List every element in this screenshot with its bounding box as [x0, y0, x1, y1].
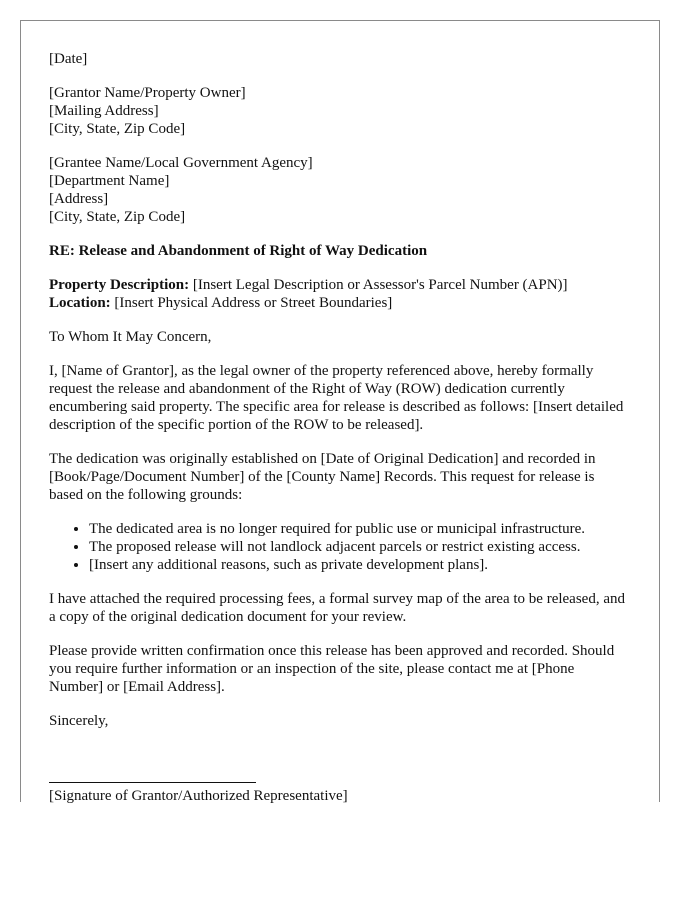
paragraph-dedication-history: The dedication was originally established on [Date of Original Dedication] and recorded in [Book/Page/Document Number] of the [County Name] Records. This request for release is based on the following grounds:	[49, 451, 596, 503]
signature-space	[49, 746, 631, 782]
property-description-value: [Insert Legal Description or Assessor's Parcel Number (APN)]	[189, 277, 568, 293]
grantee-city-state-zip: [City, State, Zip Code]	[49, 209, 186, 225]
list-item: • The dedicated area is no longer required for public use or municipal infrastructure.	[89, 520, 631, 538]
grounds-list	[49, 520, 631, 574]
paragraph-attachments: I have attached the required processing fees, a formal survey map of the area to be released, and a copy of the original dedication document for your review.	[49, 591, 625, 625]
grantee-department: [Department Name]	[49, 173, 170, 189]
salutation: To Whom It May Concern,	[49, 329, 212, 345]
location-value: [Insert Physical Address or Street Boundaries]	[110, 295, 393, 311]
property-description-label: Property Description:	[49, 277, 190, 293]
grantor-address-block	[49, 84, 631, 138]
property-info-block	[49, 276, 631, 312]
grantor-city-state-zip: [City, State, Zip Code]	[49, 121, 186, 137]
subject-line	[49, 242, 631, 260]
grantor-mailing-address: [Mailing Address]	[49, 103, 159, 119]
subject-text: RE: Release and Abandonment of Right of Way Dedication	[49, 243, 428, 259]
signature-line	[49, 782, 256, 783]
list-item: • [Insert any additional reasons, such as private development plans].	[89, 556, 631, 574]
grantee-address: [Address]	[49, 191, 109, 207]
list-item: • The proposed release will not landlock adjacent parcels or restrict existing access.	[89, 538, 631, 556]
letter-date	[49, 50, 631, 68]
property-description-line	[49, 276, 631, 294]
grantee-address-block	[49, 154, 631, 226]
date-text: [Date]	[49, 51, 88, 67]
grantee-name: [Grantee Name/Local Government Agency]	[49, 155, 313, 171]
location-line	[49, 294, 631, 312]
letter-page	[20, 20, 660, 802]
closing: Sincerely,	[49, 713, 109, 729]
paragraph-confirmation: Please provide written confirmation once this release has been approved and recorded. Should you require further information or an inspection of the site, please contact me at [Phone Number] or [Email Address].	[49, 643, 615, 695]
location-label: Location:	[49, 295, 111, 311]
paragraph-request: I, [Name of Grantor], as the legal owner of the property referenced above, hereby formally request the release and abandonment of the Right of Way (ROW) dedication currently encumbering said property. The specific area for release is described as follows: [Insert detailed description of the specific portion of the ROW to be released].	[49, 363, 624, 433]
grantor-name: [Grantor Name/Property Owner]	[49, 85, 246, 101]
signature-label: [Signature of Grantor/Authorized Representative]	[49, 788, 348, 804]
